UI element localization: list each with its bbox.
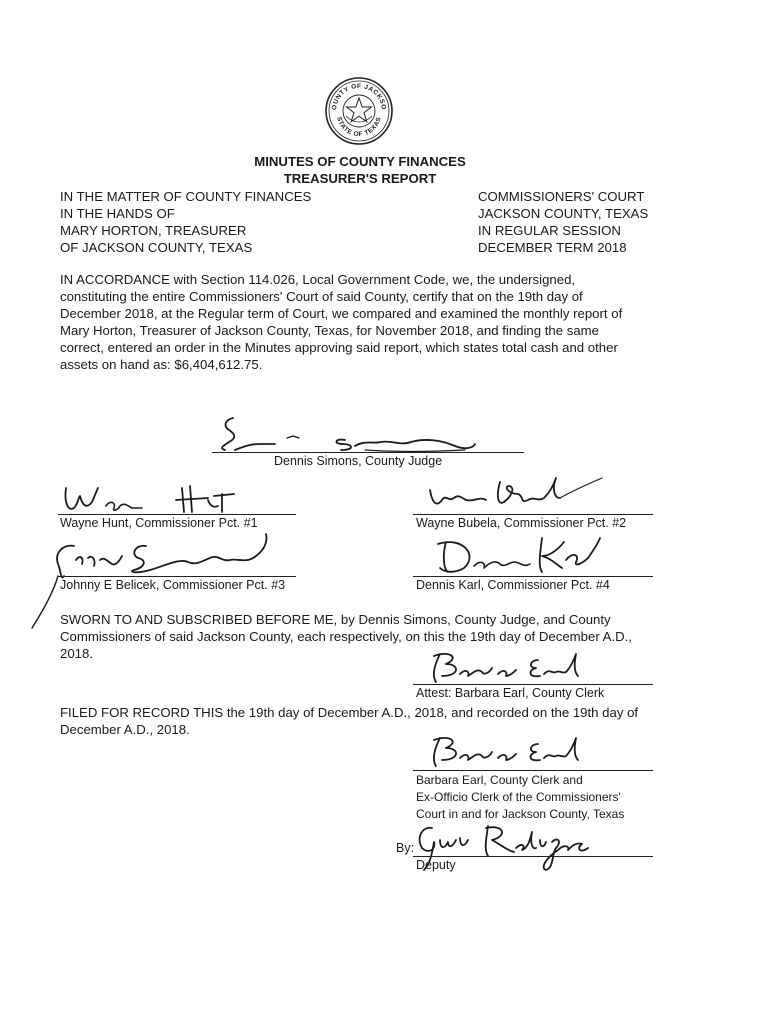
- left-heading-line: OF JACKSON COUNTY, TEXAS: [60, 240, 253, 255]
- clerk-block: [416, 772, 624, 823]
- commissioner-pct2-signature: [420, 472, 620, 516]
- commissioner-pct2-label: Wayne Bubela, Commissioner Pct. #2: [416, 516, 627, 530]
- paragraph-line: constituting the entire Commissioners' Court of said County, certify that on the 19th day of: [60, 289, 583, 304]
- paragraph-line: Mary Horton, Treasurer of Jackson County, Texas, for November 2018, and finding the same: [60, 323, 599, 338]
- clerk-line-text: Barbara Earl, County Clerk and: [416, 773, 583, 787]
- title-line-2: TREASURER'S REPORT: [283, 171, 437, 186]
- paragraph-line: correct, entered an order in the Minutes approving said report, which states total cash and other: [60, 340, 618, 355]
- right-heading-line: DECEMBER TERM 2018: [478, 240, 627, 255]
- commissioner-pct1-signature: [58, 478, 298, 516]
- county-judge-label: Dennis Simons, County Judge: [274, 454, 443, 468]
- clerk-line-text: Ex-Officio Clerk of the Commissioners': [416, 790, 621, 804]
- filed-line: December A.D., 2018.: [60, 722, 190, 737]
- paragraph-line: assets on hand as: $6,404,612.75.: [60, 357, 263, 372]
- paragraph-line: December 2018, at the Regular term of Court, we compared and examined the monthly report of: [60, 306, 623, 321]
- commissioner-pct1-label: Wayne Hunt, Commissioner Pct. #1: [60, 516, 258, 530]
- right-heading: [478, 188, 648, 256]
- seal-icon: [324, 76, 394, 146]
- deputy-label: Deputy: [416, 858, 456, 872]
- right-heading-line: IN REGULAR SESSION: [478, 223, 621, 238]
- by-label: By:: [396, 841, 415, 855]
- sworn-line: SWORN TO AND SUBSCRIBED BEFORE ME, by Dennis Simons, County Judge, and County: [60, 612, 611, 627]
- document-title: [200, 153, 520, 187]
- attest-signature: [420, 646, 600, 686]
- right-heading-line: COMMISSIONERS' COURT: [478, 189, 645, 204]
- left-heading-line: IN THE HANDS OF: [60, 206, 175, 221]
- sworn-line: Commissioners of said Jackson County, each respectively, on this the 19th day of December A.D.,: [60, 629, 632, 644]
- commissioner-pct3-label: Johnny E Belicek, Commissioner Pct. #3: [60, 578, 286, 592]
- filed-line: FILED FOR RECORD THIS the 19th day of December A.D., 2018, and recorded on the 19th day of: [60, 705, 639, 720]
- county-judge-signature: [205, 410, 495, 456]
- paragraph-line: IN ACCORDANCE with Section 114.026, Local Government Code, we, the undersigned,: [60, 272, 576, 287]
- seal-top-text: OUNTY OF JACKSO: [330, 82, 388, 111]
- commissioner-pct4-signature: [424, 532, 624, 580]
- county-seal: [324, 76, 394, 146]
- left-heading: [60, 188, 311, 256]
- commissioner-pct4-label: Dennis Karl, Commissioner Pct. #4: [416, 578, 610, 592]
- title-line-1: MINUTES OF COUNTY FINANCES: [254, 154, 466, 169]
- left-heading-line: IN THE MATTER OF COUNTY FINANCES: [60, 189, 312, 204]
- attest-label: Attest: Barbara Earl, County Clerk: [416, 686, 605, 700]
- seal-bottom-text: STATE OF TEXAS: [335, 116, 383, 139]
- certification-paragraph: [60, 271, 622, 373]
- clerk-line-text: Court in and for Jackson County, Texas: [416, 807, 625, 821]
- clerk-line: [413, 770, 653, 771]
- clerk-signature: [420, 728, 600, 772]
- left-heading-line: MARY HORTON, TREASURER: [60, 223, 247, 238]
- sworn-line: 2018.: [60, 646, 94, 661]
- right-heading-line: JACKSON COUNTY, TEXAS: [478, 206, 649, 221]
